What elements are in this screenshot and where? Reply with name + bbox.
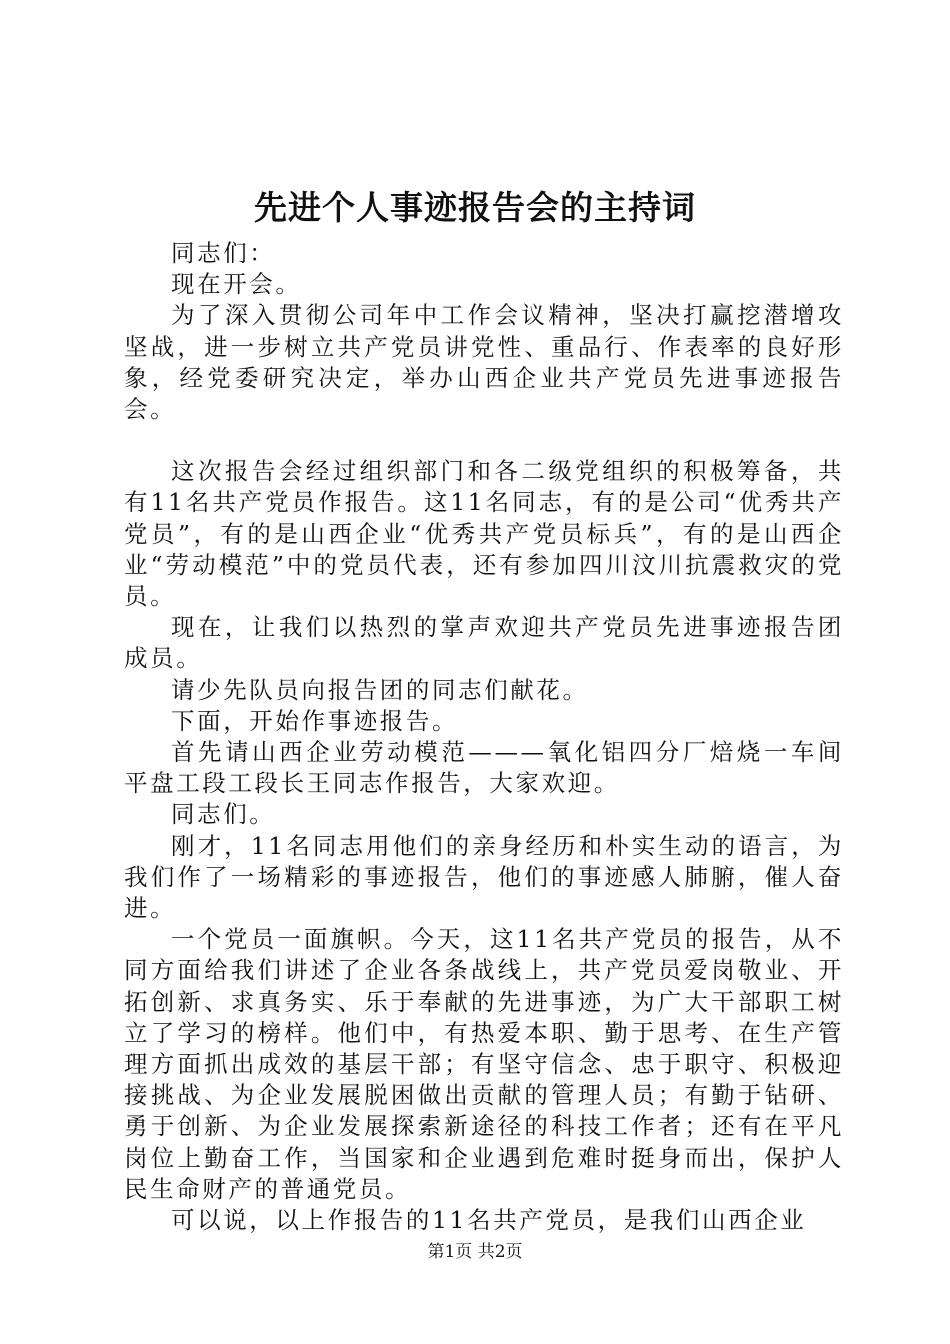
paragraph-opening: 现在开会。: [171, 270, 302, 299]
document-body: [124, 238, 844, 1236]
paragraph-greeting: 同志们：: [171, 239, 276, 267]
paragraph-summary: 刚才，11名同志用他们的亲身经历和朴实生动的语言，为我们作了一场精彩的事迹报告，他们的事迹感人肺腑，催人奋进。: [124, 831, 844, 923]
paragraph-start: 下面，开始作事迹报告。: [171, 706, 459, 735]
paragraph-banner: 一个党员一面旗帜。今天，这11名共产党员的报告，从不同方面给我们讲述了企业各条战线上，共产党员爱岗敬业、开拓创新、求真务实、乐于奉献的先进事迹，为广大干部职工树立了学习的榜样。他们中，有热爱本职、勤于思考、在生产管理方面抓出成效的基层干部；有坚守信念、忠于职守、积极迎接挑战、为企业发展脱困做出贡献的管理人员；有勤于钻研、勇于创新、为企业发展探索新途径的科技工作者；还有在平凡岗位上勤奋工作，当国家和企业遇到危难时挺身而出，保护人民生命财产的普通党员。: [124, 925, 844, 1203]
paragraph-conclusion: 可以说，以上作报告的11名共产党员，是我们山西企业: [171, 1206, 807, 1235]
paragraph-welcome: 现在，让我们以热烈的掌声欢迎共产党员先进事迹报告团成员。: [124, 613, 844, 673]
paragraph-purpose: 为了深入贯彻公司年中工作会议精神，坚决打赢挖潜增攻坚战，进一步树立共产党员讲党性、重品行、作表率的良好形象，经党委研究决定，举办山西企业共产党员先进事迹报告会。: [124, 301, 844, 424]
paragraph-first-speaker: 首先请山西企业劳动模范———氧化铝四分厂焙烧一车间平盘工段工段长王同志作报告，大家欢迎。: [124, 738, 844, 798]
paragraph-comrades: 同志们。: [171, 800, 276, 829]
paragraph-flowers: 请少先队员向报告团的同志们献花。: [171, 675, 589, 704]
paragraph-preparation: 这次报告会经过组织部门和各二级党组织的积极筹备，共有11名共产党员作报告。这11名同志，有的是公司“优秀共产党员”，有的是山西企业“优秀共产党员标兵”，有的是山西企业“劳动模范”中的党员代表，还有参加四川汶川抗震救灾的党员。: [124, 457, 844, 611]
page-footer: 第1页 共2页: [427, 1242, 523, 1262]
document-title: 先进个人事迹报告会的主持词: [254, 188, 696, 227]
